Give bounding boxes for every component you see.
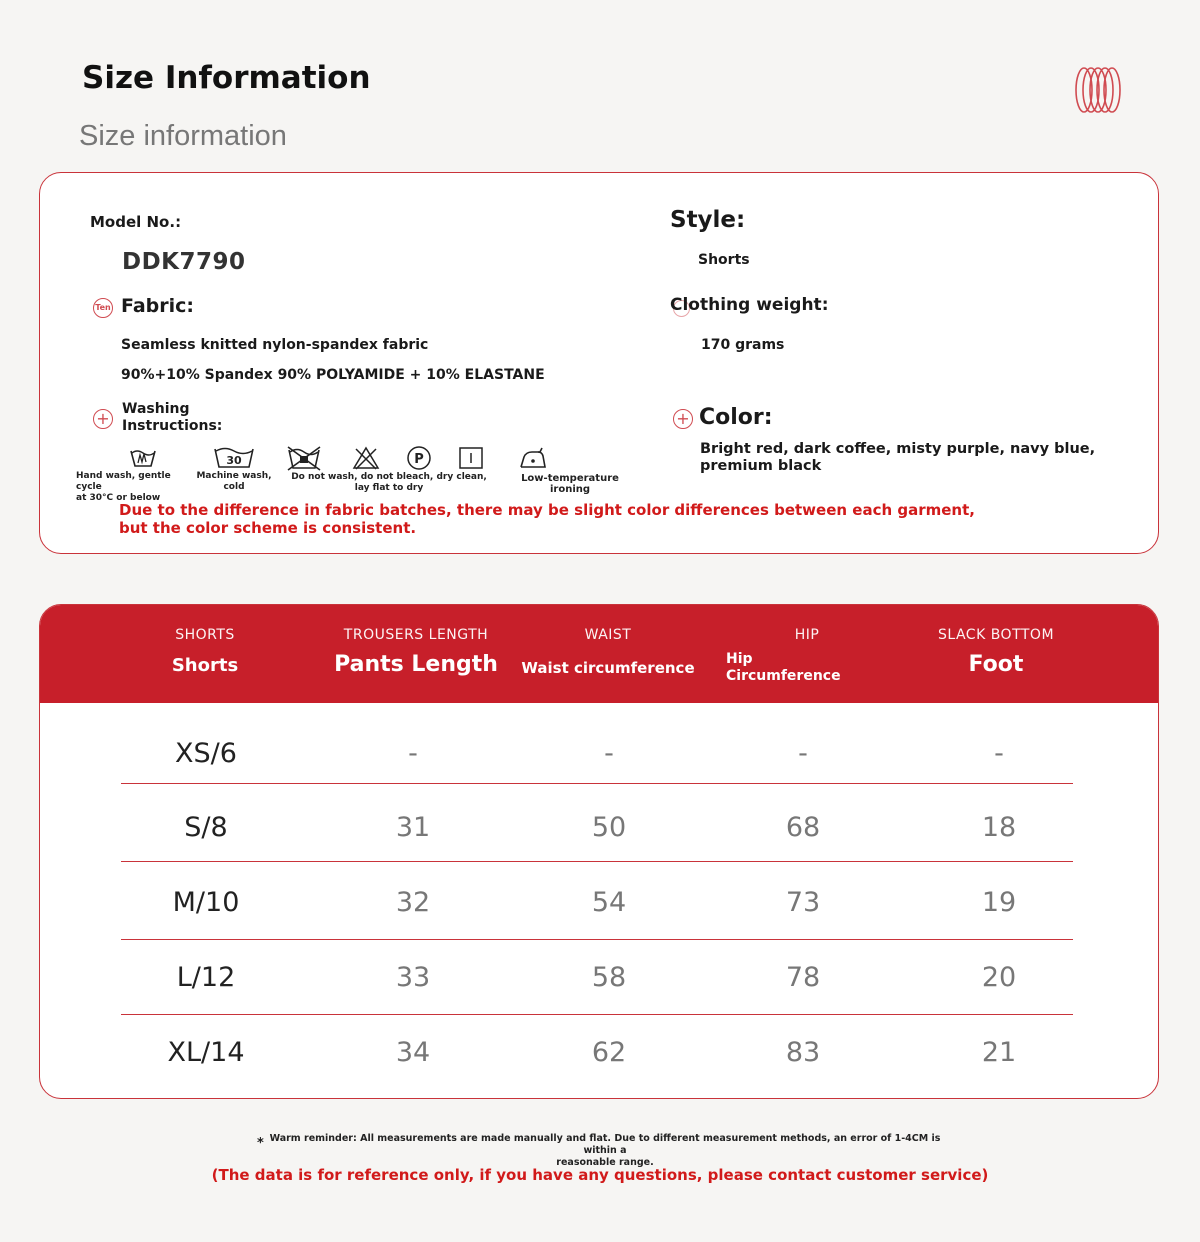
column-pants-length: TROUSERS LENGTH Pants Length [334,627,498,677]
column-hip: HIP Hip Circumference [726,627,841,684]
table-row: L/12 33 58 78 20 [176,962,1017,993]
fabric-line-1: Seamless knitted nylon-spandex fabric [121,337,429,353]
do-not-wash-icon [285,445,323,471]
column-shorts: SHORTS Shorts [171,627,239,676]
table-header [40,605,1159,703]
style-value: Shorts [698,252,750,268]
color-label: Color: [699,405,773,430]
dry-clean-icon [406,445,432,471]
product-info-card [39,172,1159,554]
table-row: XS/6 - - - - [175,738,1004,769]
table-row: S/8 31 50 68 18 [184,812,1017,843]
table-row: XL/14 34 62 83 21 [167,1037,1017,1068]
table-row: M/10 32 54 73 19 [172,887,1017,918]
dry-clean [404,445,434,473]
row-divider [121,783,1073,784]
low-temp-iron-icon [518,445,548,471]
color-value: Bright red, dark coffee, misty purple, navy blue, premium black [700,441,1096,474]
fabric-badge-icon: Ten [93,298,113,318]
washing-plus-icon: + [93,409,113,429]
lay-flat-dry [456,445,486,473]
machine-wash: 30 Machine wash, cold [186,445,282,493]
do-not-wash [284,445,324,473]
fabric-label: Fabric: [121,295,195,317]
weight-value: 170 grams [701,337,785,353]
low-temp-iron: Low-temperature ironing [506,445,634,495]
reminder-star: * [257,1136,264,1151]
row-divider [121,861,1073,862]
column-waist: WAIST Waist circumference [521,627,695,677]
measurement-reminder: Warm reminder: All measurements are made manually and flat. Due to different measurement methods, an error of 1-4CM is within a reasonable range. [269,1133,941,1168]
hand-wash-icon [128,445,158,469]
machine-wash-icon [213,445,255,469]
page-title: Size Information [82,60,371,96]
do-not-bleach [350,445,382,473]
svg-text:P: P [414,452,424,467]
washing-label: Washing Instructions: [122,401,223,434]
color-difference-notice: Due to the difference in fabric batches, there may be slight color differences between each garment, but the color scheme is consistent. [119,501,975,537]
size-table [39,604,1159,1099]
lay-flat-dry-icon [458,445,484,471]
weight-label: Clothing weight: [670,295,829,315]
page-subtitle: Size information [79,120,287,152]
rings-logo-icon [1072,64,1124,116]
color-plus-icon: + [673,409,693,429]
column-foot: SLACK BOTTOM Foot [937,627,1055,677]
fabric-line-2: 90%+10% Spandex 90% POLYAMIDE + 10% ELASTANE [121,367,545,383]
model-value: DDK7790 [122,249,246,275]
svg-text:30: 30 [226,454,242,467]
contact-note: (The data is for reference only, if you have any questions, please contact customer service) [211,1166,989,1184]
style-label: Style: [670,207,746,233]
hand-wash: Hand wash, gentle cycle at 30°C or below [76,445,186,504]
do-not-bleach-icon [352,445,380,471]
dry-clean-caption: Do not wash, do not bleach, dry clean, lay flat to dry [291,472,487,493]
model-label: Model No.: [90,213,182,231]
